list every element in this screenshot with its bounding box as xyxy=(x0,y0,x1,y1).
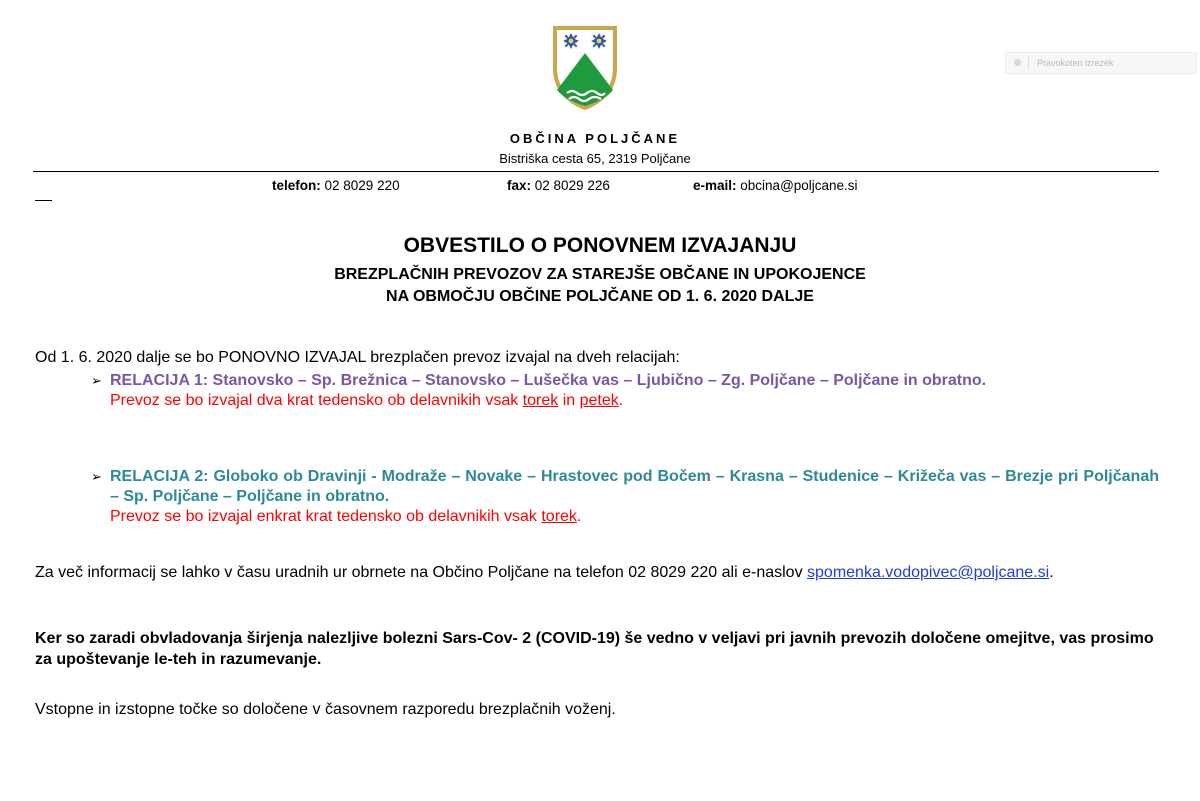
route-1-title: RELACIJA 1: Stanovsko – Sp. Brežnica – Stanovsko – Lušečka vas – Ljubično – Zg. Poljčane – Poljčane in obratno. xyxy=(110,372,987,389)
route-2-schedule-text: Prevoz se bo izvajal enkrat krat tedensko ob delavnikih vsak xyxy=(110,508,542,525)
arrow-bullet-icon: ➢ xyxy=(91,469,102,484)
route-1-schedule-conj: in xyxy=(558,392,580,409)
contact-info-paragraph xyxy=(35,562,1157,583)
phone-label: telefon: xyxy=(272,178,321,193)
contact-info-end: . xyxy=(1049,564,1054,581)
covid-warning: Ker so zaradi obvladovanja širjenja nalezljive bolezni Sars-Cov- 2 (COVID-19) še vedno v veljavi pri javnih prevozih določene omejitve, vas prosimo za upoštevanje le-teh in razumevanje. xyxy=(35,630,1154,668)
route-2-day-tuesday: torek xyxy=(541,508,577,525)
route-1-schedule-text: Prevoz se bo izvajal dva krat tedensko ob delavnikih vsak xyxy=(110,392,523,409)
route-2-schedule xyxy=(110,507,1159,527)
snip-mode-label[interactable]: Pravokoten izrezek xyxy=(1037,58,1114,68)
notice-title: OBVESTILO O PONOVNEM IZVAJANJU xyxy=(403,234,797,257)
stops-note: Vstopne in izstopne točke so določene v časovnem razporedu brezplačnih voženj. xyxy=(35,701,616,718)
short-divider xyxy=(35,200,52,201)
email-label: e-mail: xyxy=(693,178,737,193)
phone-contact xyxy=(272,178,400,193)
phone-value: 02 8029 220 xyxy=(324,178,400,193)
fax-value: 02 8029 226 xyxy=(534,178,610,193)
municipal-crest-logo xyxy=(549,22,621,112)
record-icon xyxy=(1014,59,1021,66)
route-1-day-tuesday: torek xyxy=(522,392,559,409)
organization-address: Bistriška cesta 65, 2319 Poljčane xyxy=(499,151,691,166)
route-item-2 xyxy=(91,467,1159,527)
contact-info-text: Za več informacij se lahko v času uradnih ur obrnete na Občino Poljčane na telefon 02 8029 220 ali e-naslov xyxy=(35,564,808,581)
email-contact xyxy=(693,178,858,193)
route-1-schedule xyxy=(110,391,1159,411)
route-2-schedule-end: . xyxy=(576,508,582,525)
route-1-day-friday: petek xyxy=(579,392,619,409)
route-1-schedule-end: . xyxy=(618,392,624,409)
toolbar-divider xyxy=(1028,57,1029,69)
header-divider xyxy=(33,171,1159,172)
fax-contact xyxy=(507,178,610,193)
route-2-title: RELACIJA 2: Globoko ob Dravinji - Modraže – Novake – Hrastovec pod Bočem – Krasna – Studenice – Križeča vas – Brezje pri Poljčanah – Sp. Poljčane – Poljčane in obratno. xyxy=(110,468,1159,505)
route-item-1 xyxy=(91,371,1159,411)
arrow-bullet-icon: ➢ xyxy=(91,373,102,388)
intro-paragraph: Od 1. 6. 2020 dalje se bo PONOVNO IZVAJAL brezplačen prevoz izvajal na dveh relacijah: xyxy=(35,349,680,366)
contact-email-link[interactable]: spomenka.vodopivec@poljcane.si xyxy=(807,564,1050,581)
notice-subtitle-1: BREZPLAČNIH PREVOZOV ZA STAREJŠE OBČANE IN UPOKOJENCE xyxy=(334,266,866,283)
snipping-tool-toolbar[interactable] xyxy=(1005,52,1197,74)
organization-name: OBČINA POLJČANE xyxy=(509,131,681,146)
notice-subtitle-2: NA OBMOČJU OBČINE POLJČANE OD 1. 6. 2020 DALJE xyxy=(386,288,814,305)
email-value: obcina@poljcane.si xyxy=(740,178,858,193)
fax-label: fax: xyxy=(507,178,532,193)
